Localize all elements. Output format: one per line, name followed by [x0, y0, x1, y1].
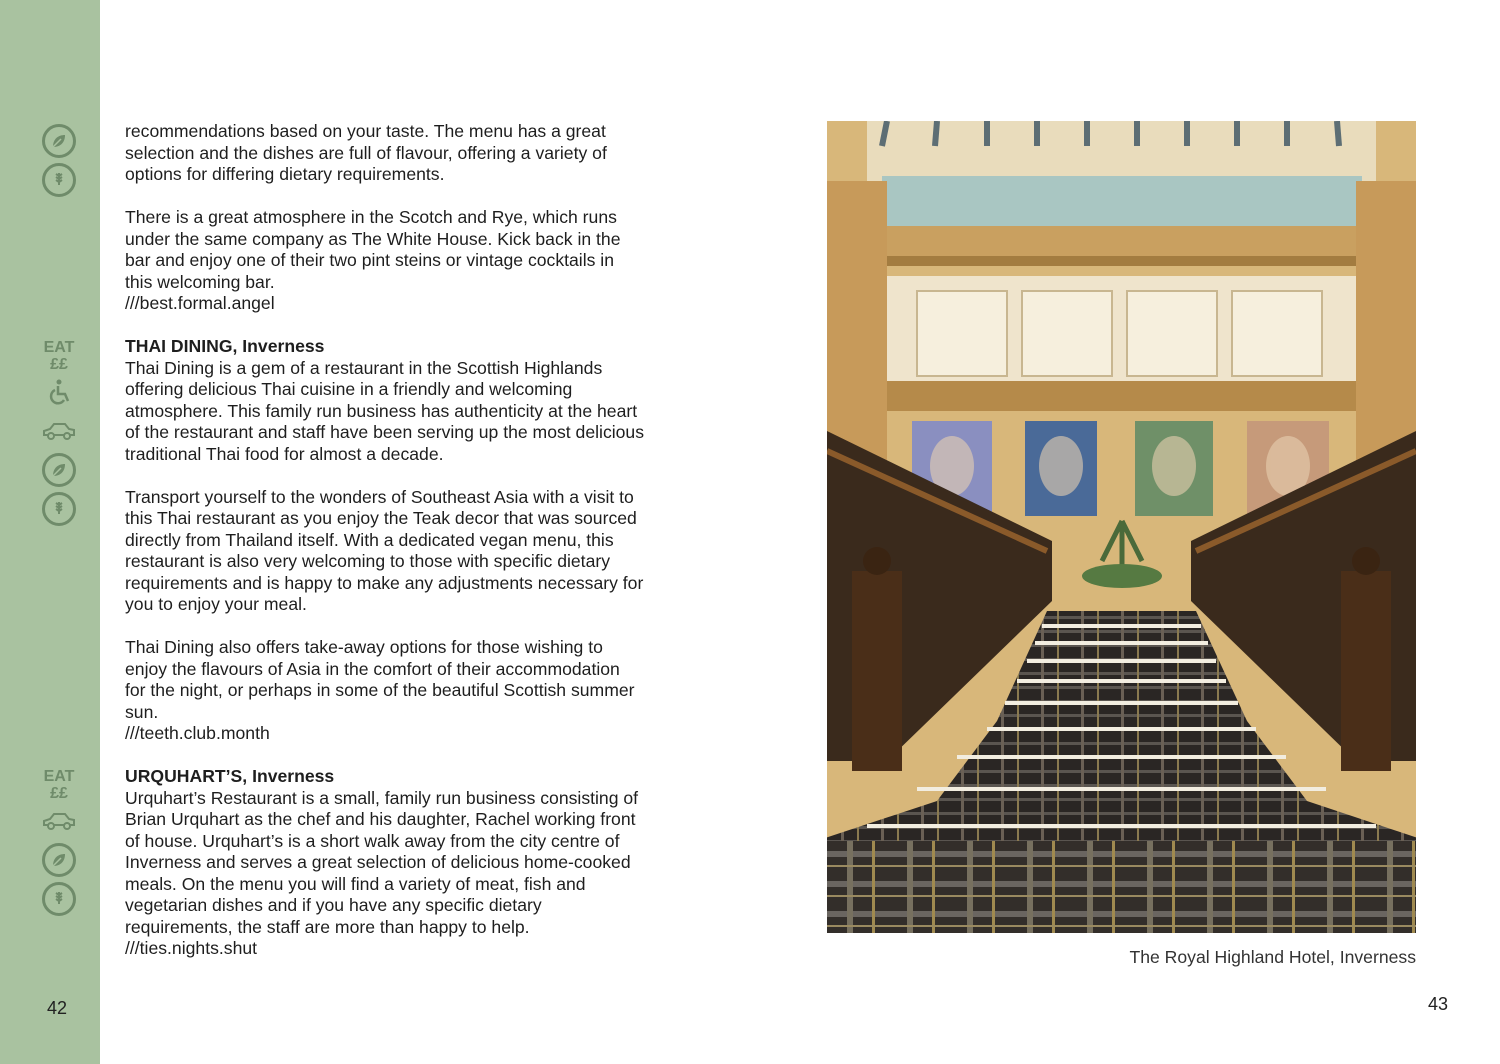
paragraph-thai-1: Thai Dining is a gem of a restaurant in the Scottish Highlands offering delicious Thai cuisine in a friendly and welcoming atmosphere. This family run business has authenticity at the heart of the restaurant and staff have been serving up the most delicious traditional Thai food for almost a decade. [125, 357, 645, 464]
page-number-left: 42 [47, 998, 68, 1018]
photo-caption: The Royal Highland Hotel, Inverness [1129, 947, 1416, 967]
price-label: ££ [50, 785, 68, 802]
what3words-scotch-and-rye: ///best.formal.angel [125, 293, 275, 313]
paragraph-thai-3: Thai Dining also offers take-away options for those wishing to enjoy the flavours of Asia in the comfort of their accommodation for the night, or perhaps in some of the beautiful Scottish summer sun. [125, 637, 635, 722]
paragraph-intro-1: recommendations based on your taste. The menu has a great selection and the dishes are full of flavour, offering a variety of options for differing dietary requirements. [125, 121, 607, 184]
paragraph-intro-2: There is a great atmosphere in the Scotch and Rye, which runs under the same company as The White House. Kick back in the bar and enjoy one of their two pint steins or vintage cocktails in this welcoming bar. [125, 207, 621, 292]
vegan-leaf-icon [42, 124, 76, 158]
what3words-urquharts: ///ties.nights.shut [125, 938, 258, 958]
paragraph-urquharts-1: Urquhart’s Restaurant is a small, family run business consisting of Brian Urquhart as the chef and his daughter, Rachel working front of house. Urquhart’s is a short walk away from the city centre of Inverness and serves a great selection of delicious home-cooked meals. On the menu you will find a variety of meat, fish and vegetarian dishes and if you have any specific dietary requirements, the staff are more than happy to help. [125, 787, 639, 937]
gluten-free-icon [42, 163, 76, 197]
what3words-thai-dining: ///teeth.club.month [125, 723, 270, 743]
gluten-free-icon [42, 492, 76, 526]
icon-group-thai-dining [34, 339, 84, 531]
icon-group-urquharts [34, 768, 84, 921]
car-icon [39, 804, 79, 838]
heading-thai-dining: THAI DINING, Inverness [125, 336, 325, 356]
hotel-staircase-photo [827, 121, 1416, 933]
paragraph-thai-2: Transport yourself to the wonders of Southeast Asia with a visit to this Thai restaurant as you enjoy the Teak decor that was sourced directly from Thailand itself. With a dedicated vegan menu, this restaurant is also very welcoming to those with specific dietary requirements and is happy to make any adjustments necessary for you to enjoy your meal. [125, 486, 644, 614]
car-icon [39, 414, 79, 448]
price-label: ££ [50, 356, 68, 373]
vegan-leaf-icon [42, 843, 76, 877]
gluten-free-icon [42, 882, 76, 916]
vegan-leaf-icon [42, 453, 76, 487]
wheelchair-icon [39, 375, 79, 409]
eat-label: EAT [43, 768, 75, 785]
heading-urquharts: URQUHART’S, Inverness [125, 766, 335, 786]
article-text [125, 121, 645, 960]
eat-label: EAT [43, 339, 75, 356]
icon-group-scotch-and-rye [34, 124, 84, 202]
page-number-right: 43 [1428, 994, 1449, 1014]
